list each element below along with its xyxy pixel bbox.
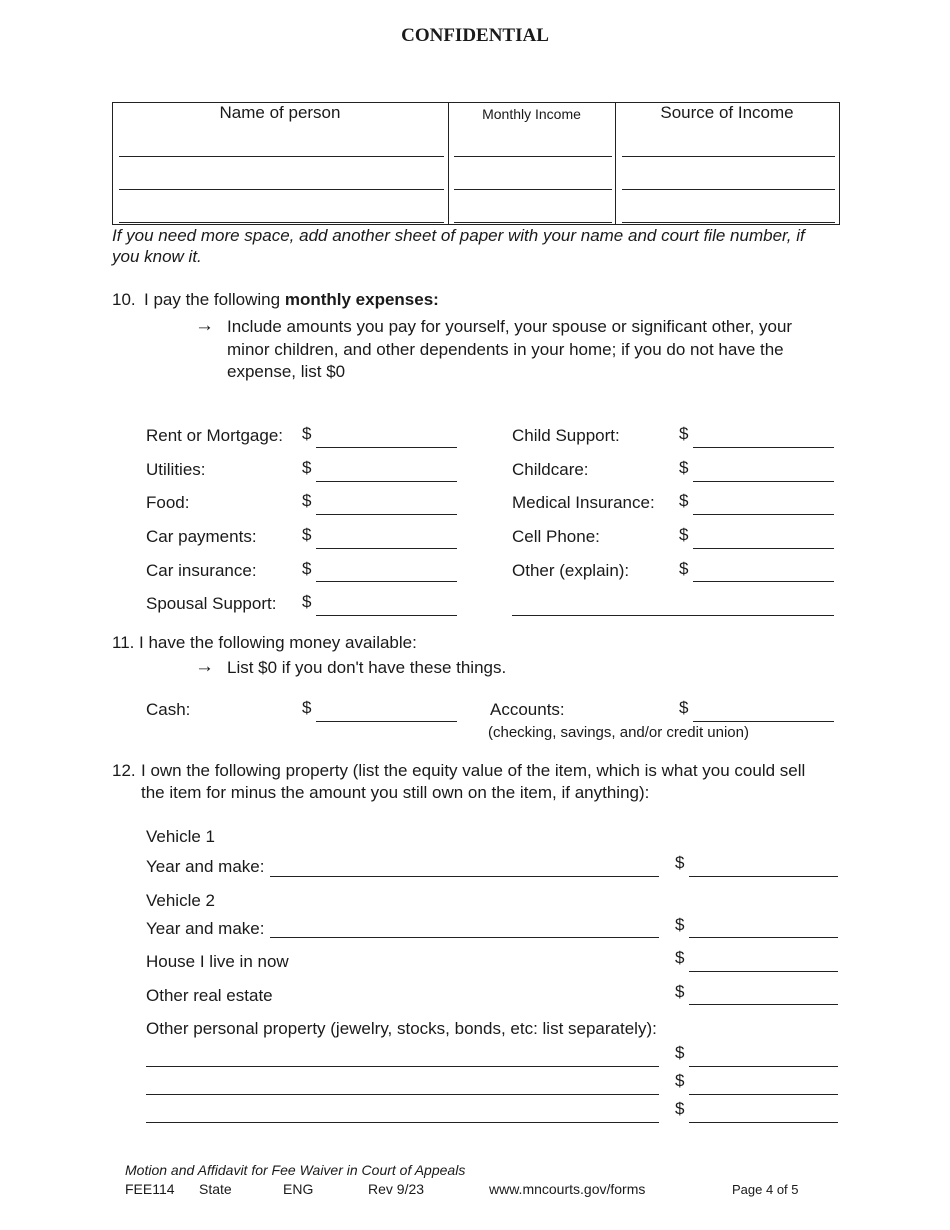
other-explain-field[interactable] [512, 615, 834, 616]
expense-label-car-payments: Car payments: [146, 527, 257, 546]
currency-symbol: $ [302, 698, 312, 717]
name-field-1[interactable] [119, 156, 444, 157]
q10-number: 10. [112, 290, 136, 309]
house-amount-field[interactable] [689, 971, 838, 972]
currency-symbol: $ [679, 458, 689, 477]
childcare-amount-field[interactable] [693, 481, 834, 482]
name-field-3[interactable] [119, 222, 444, 223]
other-real-estate-amount-field[interactable] [689, 1004, 838, 1005]
other-personal-property-label: Other personal property (jewelry, stocks, bonds, etc: list separately): [146, 1019, 657, 1038]
currency-symbol: $ [679, 424, 689, 443]
personal-property-field-3[interactable] [146, 1122, 659, 1123]
footer-scope: State [199, 1181, 232, 1197]
column-header-name: Name of person [219, 103, 341, 122]
expense-label-spousal-support: Spousal Support: [146, 594, 277, 613]
personal-property-field-1[interactable] [146, 1066, 659, 1067]
personal-property-amount-1[interactable] [689, 1066, 838, 1067]
expense-label-rent: Rent or Mortgage: [146, 426, 284, 445]
vehicle-2-label: Vehicle 2 [146, 891, 215, 910]
column-header-monthly-income: Monthly Income [482, 106, 581, 122]
vehicle-2-year-make-field[interactable] [270, 937, 659, 938]
personal-property-amount-2[interactable] [689, 1094, 838, 1095]
currency-symbol: $ [679, 559, 689, 578]
cell-phone-amount-field[interactable] [693, 548, 834, 549]
currency-symbol: $ [302, 458, 312, 477]
table-note-continued: you know it. [112, 247, 202, 266]
q10-text-bold: monthly expenses: [284, 290, 439, 309]
table-bottom-border [112, 224, 840, 225]
accounts-note: (checking, savings, and/or credit union) [488, 724, 749, 741]
footer-url[interactable]: www.mncourts.gov/forms [489, 1181, 646, 1197]
footer-form-title: Motion and Affidavit for Fee Waiver in Court of Appeals [125, 1162, 466, 1178]
currency-symbol: $ [675, 853, 685, 872]
expense-label-other: Other (explain): [512, 561, 630, 580]
house-label: House I live in now [146, 952, 289, 971]
expense-label-utilities: Utilities: [146, 460, 206, 479]
page-title: CONFIDENTIAL [401, 25, 549, 46]
source-field-3[interactable] [622, 222, 835, 223]
expense-label-cell-phone: Cell Phone: [512, 527, 600, 546]
q12-number: 12. [112, 761, 136, 780]
vehicle-2-amount-field[interactable] [689, 937, 838, 938]
q11-number: 11. [112, 633, 135, 652]
vehicle-1-year-make-field[interactable] [270, 876, 659, 877]
q11-text: I have the following money available: [139, 633, 417, 652]
cash-label: Cash: [146, 700, 191, 719]
table-note: If you need more space, add another sheet of paper with your name and court file number, if [112, 226, 805, 245]
expense-label-child-support: Child Support: [512, 426, 620, 445]
footer-revision: Rev 9/23 [368, 1181, 425, 1197]
currency-symbol: $ [302, 559, 312, 578]
q12-text-line2: the item for minus the amount you still own on the item, if anything): [141, 783, 650, 802]
accounts-label: Accounts: [490, 700, 565, 719]
currency-symbol: $ [302, 592, 312, 611]
q10-text-plain: I pay the following [144, 290, 281, 309]
arrow-icon: → [195, 315, 214, 336]
source-field-1[interactable] [622, 156, 835, 157]
q11-instruction: List $0 if you don't have these things. [227, 658, 507, 677]
expense-label-medical-insurance: Medical Insurance: [512, 493, 655, 512]
other-amount-field[interactable] [693, 581, 834, 582]
car-payments-amount-field[interactable] [316, 548, 457, 549]
vehicle-1-label: Vehicle 1 [146, 827, 215, 846]
income-field-2[interactable] [454, 189, 612, 190]
currency-symbol: $ [675, 982, 685, 1001]
table-right-border [839, 102, 840, 225]
currency-symbol: $ [679, 491, 689, 510]
utilities-amount-field[interactable] [316, 481, 457, 482]
medical-insurance-amount-field[interactable] [693, 514, 834, 515]
child-support-amount-field[interactable] [693, 447, 834, 448]
currency-symbol: $ [675, 915, 685, 934]
other-real-estate-label: Other real estate [146, 986, 273, 1005]
column-header-source: Source of Income [660, 103, 794, 122]
car-insurance-amount-field[interactable] [316, 581, 457, 582]
expense-label-food: Food: [146, 493, 190, 512]
footer-page-number: Page 4 of 5 [732, 1182, 799, 1197]
income-field-3[interactable] [454, 222, 612, 223]
vehicle-1-year-make-label: Year and make: [146, 857, 265, 876]
currency-symbol: $ [679, 698, 689, 717]
expense-label-car-insurance: Car insurance: [146, 561, 257, 580]
currency-symbol: $ [675, 1099, 685, 1118]
currency-symbol: $ [675, 1071, 685, 1090]
name-field-2[interactable] [119, 189, 444, 190]
spousal-support-amount-field[interactable] [316, 615, 457, 616]
arrow-icon: → [195, 656, 214, 677]
income-field-1[interactable] [454, 156, 612, 157]
vehicle-2-year-make-label: Year and make: [146, 919, 265, 938]
cash-amount-field[interactable] [316, 721, 457, 722]
q10-instruction-3: expense, list $0 [227, 362, 346, 381]
expense-label-childcare: Childcare: [512, 460, 589, 479]
q10-instruction-1: Include amounts you pay for yourself, your spouse or significant other, your [227, 317, 793, 336]
vehicle-1-amount-field[interactable] [689, 876, 838, 877]
footer-language: ENG [283, 1181, 314, 1197]
q10-text [144, 290, 439, 310]
personal-property-field-2[interactable] [146, 1094, 659, 1095]
currency-symbol: $ [302, 491, 312, 510]
currency-symbol: $ [302, 525, 312, 544]
rent-amount-field[interactable] [316, 447, 457, 448]
currency-symbol: $ [675, 1043, 685, 1062]
personal-property-amount-3[interactable] [689, 1122, 838, 1123]
currency-symbol: $ [302, 424, 312, 443]
currency-symbol: $ [679, 525, 689, 544]
source-field-2[interactable] [622, 189, 835, 190]
currency-symbol: $ [675, 948, 685, 967]
accounts-amount-field[interactable] [693, 721, 834, 722]
food-amount-field[interactable] [316, 514, 457, 515]
footer-form-code: FEE114 [125, 1181, 175, 1197]
q12-text-line1: I own the following property (list the equity value of the item, which is what you could sell [141, 761, 806, 780]
q10-instruction-2: minor children, and other dependents in your home; if you do not have the [227, 340, 784, 359]
